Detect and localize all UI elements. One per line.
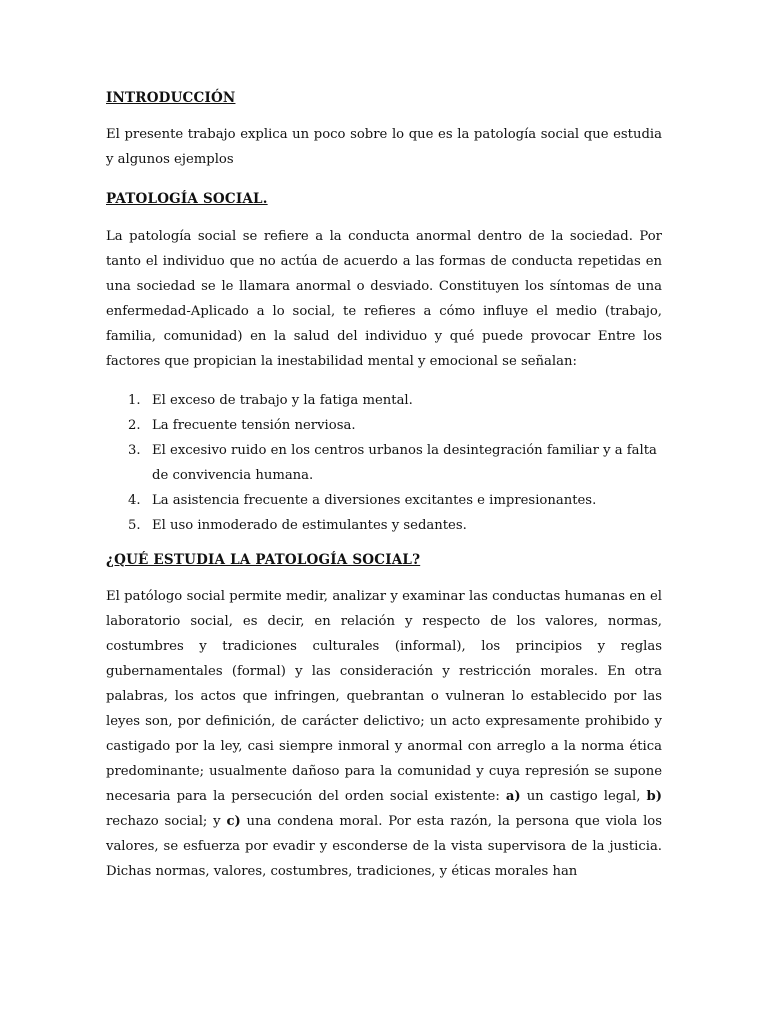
list-item-text: La asistencia frecuente a diversiones excitantes e impresionantes. [152,493,597,508]
paragraph-text: El patólogo social permite medir, analizar y examinar las conductas humanas en el laboratorio social, es decir, en relación y respecto de los valores, normas, costumbres y tradiciones culturales (informal), los principios y reglas gubernamentales (formal) y las consideración y restricción morales. En otra palabras, los actos que infringen, quebrantan o vulneran lo establecido por las leyes son, por definición, de carácter delictivo; un acto expresamente prohibido y castigado por la ley, casi siempre inmoral y anormal con arreglo a la norma ética predominante; usualmente dañoso para la comunidad y cuya represión se supone necesaria para la persecución del orden social existente: [106,589,662,804]
que-estudia-heading: ¿QUÉ ESTUDIA LA PATOLOGÍA SOCIAL? [106,552,421,568]
item-marker-b: b) [646,789,662,804]
list-number: 1. [128,393,141,408]
list-item [106,488,662,513]
paragraph-text: una condena moral. Por esta razón, la persona que viola los valores, se esfuerza por evadir y esconderse de la vista supervisora de la justicia. Dichas normas, valores, costumbres, tradiciones, y éticas morales han [106,814,662,879]
item-marker-c: c) [226,814,241,829]
patologia-heading: PATOLOGÍA SOCIAL. [106,191,268,207]
list-item [106,438,662,488]
factors-list [106,388,662,538]
item-marker-a: a) [505,789,521,804]
list-item-text: La frecuente tensión nerviosa. [152,418,356,433]
intro-paragraph: El presente trabajo explica un poco sobre lo que es la patología social que estudia y algunos ejemplos [106,127,662,167]
document-page [106,88,662,884]
paragraph-text: un castigo legal, [520,789,647,804]
list-item-text: El exceso de trabajo y la fatiga mental. [152,393,413,408]
list-number: 5. [128,518,141,533]
list-item [106,513,662,538]
list-item [106,413,662,438]
list-item-text: El excesivo ruido en los centros urbanos la desintegración familiar y a falta de convivencia humana. [152,443,657,483]
list-item-text: El uso inmoderado de estimulantes y sedantes. [152,518,467,533]
patologia-paragraph: La patología social se refiere a la conducta anormal dentro de la sociedad. Por tanto el individuo que no actúa de acuerdo a las formas de conducta repetidas en una sociedad se le llamara anormal o desviado. Constituyen los síntomas de una enfermedad-Aplicado a lo social, te refieres a cómo influye el medio (trabajo, familia, comunidad) en la salud del individuo y qué puede provocar Entre los factores que propician la inestabilidad mental y emocional se señalan: [106,229,662,369]
paragraph-text: rechazo social; y [106,814,227,829]
list-number: 3. [128,443,141,458]
list-number: 2. [128,418,141,433]
list-item [106,388,662,413]
list-number: 4. [128,493,141,508]
intro-heading: INTRODUCCIÓN [106,90,236,106]
que-estudia-paragraph [106,584,662,884]
